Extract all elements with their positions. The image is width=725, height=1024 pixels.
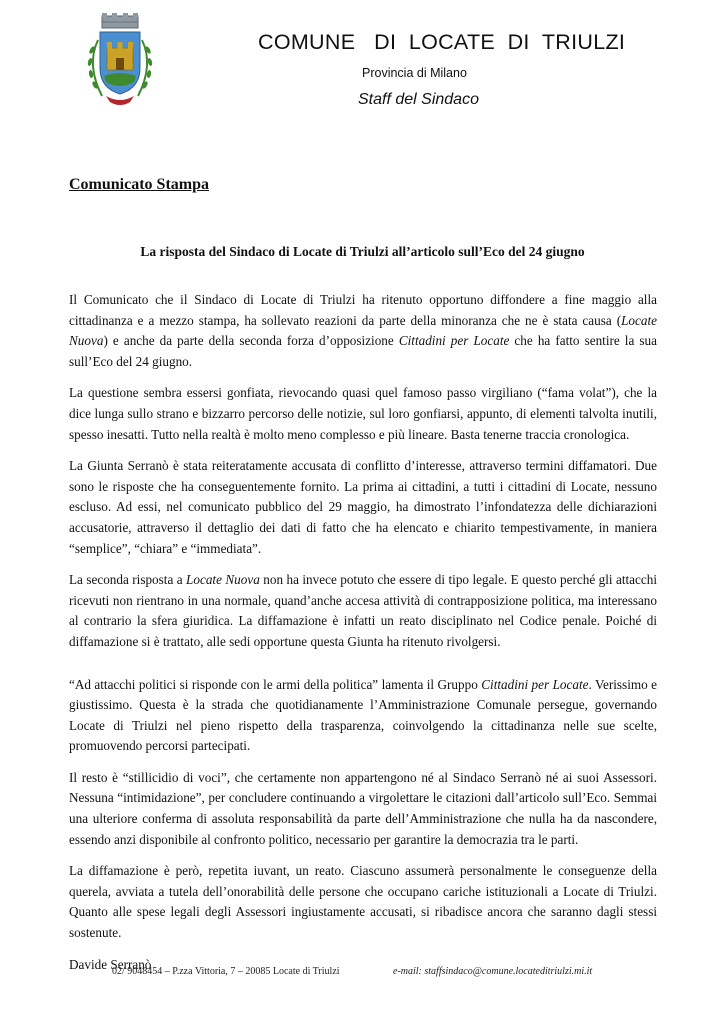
municipal-crest-icon [80,10,160,110]
press-release-body [69,290,657,986]
paragraph-6: Il resto è “stillicidio di voci”, che certamente non appartengono né al Sindaco Serranò né ai suoi Assessori. Nessuna “intimidazione”, per concludere continuando a virgolettare le citazioni dall’articolo sull’Eco. Semmai una ulteriore conferma di assoluta responsabilità da parte dell’Amministrazione che nulla ha da nascondere, essendo anzi disponibile al confronto politico, necessario per garantire la democrazia tra le parti. [69,769,657,847]
ribbon-icon [106,96,134,105]
paragraph-5 [69,675,657,757]
paragraph-5-text-c: . Verissimo e giustissimo. Questa è la strada che quotidianamente l’Amministrazione Comunale persegue, governando Locate di Triulzi nel pieno rispetto della trasparenza, coinvolgendo la cittadinanza nelle sue scelte, promuovendo percorsi partecipati. [69,676,657,754]
footer-email: e-mail: staffsindaco@comune.locateditriulzi.mi.it [393,966,593,977]
paragraph-1-text-e: che ha fatto sentire la sua sull’Eco del 24 giugno. [69,333,657,369]
paragraph-1-italic-locate-nuova: Locate Nuova [69,312,657,349]
office-label: Staff del Sindaco [358,91,479,108]
press-release-subject: La risposta del Sindaco di Locate di Triulzi all’articolo sull’Eco del 24 giugno [140,244,585,259]
shield-icon [100,32,140,94]
paragraph-1-text-a: Il Comunicato che il Sindaco di Locate di Triulzi ha ritenuto opportuno diffondere a fine maggio alla cittadinanza e a mezzo stampa, ha sollevato reazioni da parte della minoranza che ne è stata causa ( [69,292,657,328]
paragraph-7: La diffamazione è però, repetita iuvant, un reato. Ciascuno assumerà personalmente le conseguenze della querela, avviata a tutela dell’onorabilità delle persone che occupano cariche istituzionali a Locate di Triulzi. Quanto alle spese legali degli Assessori ingiustamente accusati, si ribadisce ancora che saranno dagli stessi sostenute. [69,863,657,941]
paragraph-1-text-c: ) e anche da parte della seconda forza d’opposizione [103,333,399,349]
province-label: Provincia di Milano [362,66,467,80]
document-type-heading: Comunicato Stampa [69,176,210,193]
paragraph-4-text-a: La seconda risposta a [69,572,187,588]
paragraph-5-text-a: “Ad attacchi politici si risponde con le armi della politica” lamenta il Gruppo [69,676,482,692]
paragraph-4-text-c: non ha invece potuto che essere di tipo legale. E questo perché gli attacchi ricevuti non rientrano in una normale, quand’anche accesa attività di contrapposizione politica, ma interessano al contrario la sfera giuridica. La diffamazione è infatti un reato disciplinato nel Codice penale. Poiché di diffamazione si è trattato, alle sedi opportune questa Giunta ha ritenuto rivolgersi. [69,572,657,649]
paragraph-4 [69,570,657,652]
crown-icon [102,13,138,28]
paragraph-4-italic-locate-nuova: Locate Nuova [186,572,260,588]
paragraph-1-italic-cittadini: Cittadini per Locate [398,333,510,349]
paragraph-2: La questione sembra essersi gonfiata, rievocando quasi quel famoso passo virgiliano (“fama volat”), che la dice lunga sullo strano e bizzarro percorso delle notizie, sul loro gonfiarsi, appunto, di elementi talvolta inutili, spesso inesatti. Tutto nella realtà è molto meno complesso e più lineare. Basta tenerne traccia cronologica. [69,385,657,442]
paragraph-3: La Giunta Serranò è stata reiteratamente accusata di conflitto d’interesse, attraverso termini diffamatori. Due sono le risposte che ha conseguentemente fornito. La prima ai cittadini, a tutti i cittadini di Locate, nessuno escluso. Ad essi, nel comunicato pubblico del 29 maggio, ha dimostrato l’infondatezza delle dichiarazioni accusatorie, attraverso il dettaglio dei dati di fatto che ha elencato e chiarito tempestivamente, in maniera “semplice”, “chiara” e “immediata”. [69,458,657,556]
paragraph-5-italic-cittadini: Cittadini per Locate [481,676,589,692]
paragraph-1 [69,290,657,372]
signature: Davide Serranò [69,956,152,972]
municipality-title: COMUNE DI LOCATE DI TRIULZI [258,30,626,54]
footer-contact: 02/ 9048454 – P.zza Vittoria, 7 – 20085 Locate di Triulzi [112,966,340,977]
